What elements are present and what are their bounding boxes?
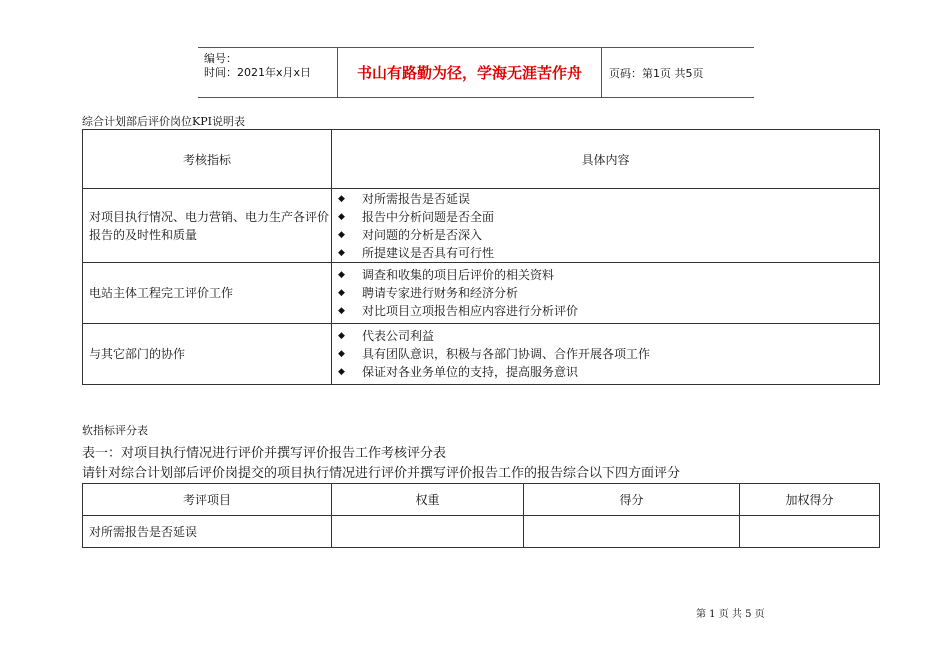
- kpi-table: [82, 129, 880, 385]
- diamond-bullet-icon: ◆: [338, 247, 345, 258]
- header-meta: [198, 48, 338, 97]
- kpi-item-list: [338, 190, 879, 262]
- list-item: [338, 266, 879, 284]
- score-header: 考评项目: [83, 484, 332, 516]
- soft-caption: 软指标评分表: [82, 424, 148, 437]
- kpi-row: [83, 324, 880, 385]
- kpi-item-text: 对问题的分析是否深入: [362, 227, 483, 242]
- score-header: 得分: [524, 484, 740, 516]
- diamond-bullet-icon: ◆: [338, 306, 345, 316]
- kpi-row: [83, 189, 880, 263]
- kpi-col2-header: 具体内容: [332, 130, 880, 189]
- score-cell: [740, 516, 880, 548]
- diamond-bullet-icon: ◆: [338, 270, 345, 280]
- kpi-row: [83, 263, 880, 324]
- kpi-item-text: 报告中分析问题是否全面: [362, 209, 495, 224]
- kpi-item-text: 对所需报告是否延误: [362, 191, 471, 206]
- time-label: 时间：2021年x月x日: [204, 66, 312, 79]
- kpi-item-text: 具有团队意识，积极与各部门协调、合作开展各项工作: [362, 347, 651, 361]
- list-item: [338, 302, 879, 320]
- list-item: [338, 363, 879, 381]
- kpi-item-text: 保证对各业务单位的支持，提高服务意识: [362, 365, 579, 379]
- list-item: [338, 345, 879, 363]
- score-table: [82, 483, 880, 548]
- list-item: [338, 284, 879, 302]
- header-slogan: 书山有路勤为径，学海无涯苦作舟: [338, 48, 602, 97]
- score-header-row: [83, 484, 880, 516]
- kpi-caption: 综合计划部后评价岗位KPI说明表: [82, 115, 245, 128]
- list-item: [338, 327, 879, 345]
- kpi-content: [332, 263, 880, 324]
- list-item: [338, 226, 879, 244]
- diamond-bullet-icon: ◆: [338, 211, 345, 222]
- diamond-bullet-icon: ◆: [338, 229, 345, 240]
- table-row: [83, 516, 880, 548]
- diamond-bullet-icon: ◆: [338, 349, 345, 359]
- document-header: [198, 47, 754, 98]
- kpi-indicator: 对项目执行情况、电力营销、电力生产各评价报告的及时性和质量: [83, 189, 332, 263]
- kpi-item-text: 对比项目立项报告相应内容进行分析评价: [362, 304, 579, 318]
- diamond-bullet-icon: ◆: [338, 331, 345, 341]
- kpi-item-text: 代表公司利益: [362, 329, 435, 343]
- kpi-item-text: 所提建议是否具有可行性: [362, 245, 495, 260]
- kpi-item-list: [338, 327, 879, 381]
- kpi-content: [332, 189, 880, 263]
- list-item: [338, 208, 879, 226]
- list-item: [338, 190, 879, 208]
- kpi-content: [332, 324, 880, 385]
- kpi-item-text: 调查和收集的项目后评价的相关资料: [362, 268, 555, 282]
- page-footer: 第 1 页 共 5 页: [696, 609, 765, 620]
- kpi-indicator: 电站主体工程完工评价工作: [83, 263, 332, 324]
- diamond-bullet-icon: ◆: [338, 288, 345, 298]
- diamond-bullet-icon: ◆: [338, 193, 345, 204]
- kpi-item-list: [338, 266, 879, 320]
- kpi-col1-header: 考核指标: [83, 130, 332, 189]
- score-cell: [524, 516, 740, 548]
- header-page-label: 页码：第1页 共5页: [609, 66, 704, 80]
- diamond-bullet-icon: ◆: [338, 367, 345, 377]
- score-cell: [332, 516, 524, 548]
- score-item: 对所需报告是否延误: [83, 516, 332, 548]
- kpi-header-row: [83, 130, 880, 189]
- score-header: 加权得分: [740, 484, 880, 516]
- score-header: 权重: [332, 484, 524, 516]
- kpi-indicator: 与其它部门的协作: [83, 324, 332, 385]
- kpi-item-text: 聘请专家进行财务和经济分析: [362, 286, 519, 300]
- table1-title: 表一：对项目执行情况进行评价并撰写评价报告工作考核评分表: [82, 446, 447, 461]
- number-label: 编号：: [204, 52, 237, 65]
- list-item: [338, 244, 879, 262]
- instruction-text: 请针对综合计划部后评价岗提交的项目执行情况进行评价并撰写评价报告工作的报告综合以下四方面评分: [82, 466, 681, 481]
